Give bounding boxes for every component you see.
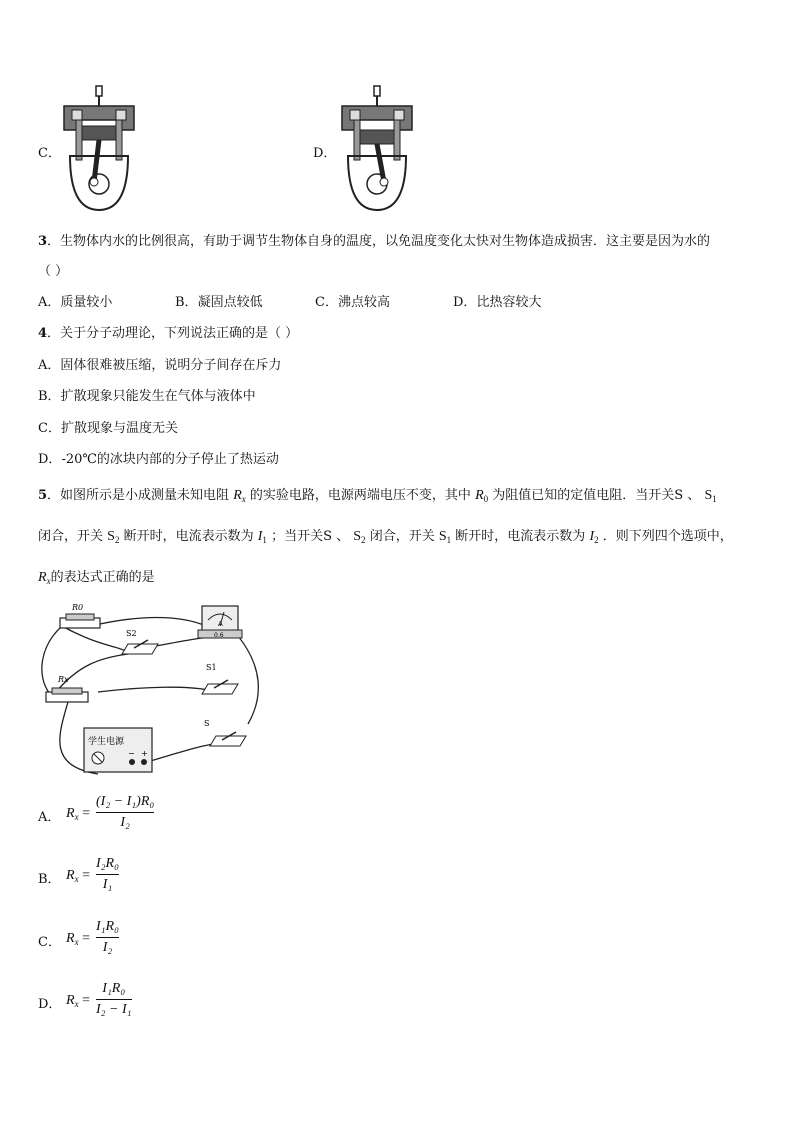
q5-option-c-fraction: [96, 919, 119, 956]
q4-number: 4: [38, 326, 48, 341]
option-text: 固体很难被压缩，说明分子间存在斥力: [60, 358, 282, 373]
q5-option-a-lhs: $R_x$ =: [66, 806, 90, 822]
symbol-i1: $I_1$: [257, 529, 267, 545]
label-minus: −: [128, 749, 135, 758]
option-text: 沸点较高: [337, 295, 390, 310]
denominator: I₁: [102, 877, 113, 892]
denominator: I₂: [120, 815, 130, 830]
symbol-s1: $S_1$: [438, 529, 452, 545]
q3-option-d[interactable]: [453, 291, 541, 310]
q5-text: 断开时，电流表示数为: [123, 529, 254, 544]
q3-option-b[interactable]: [175, 291, 263, 310]
symbol-i2: $I_2$: [589, 529, 599, 545]
q5-option-c-lhs: $R_x$ =: [66, 931, 90, 947]
symbol-rx: $R_x$: [38, 570, 51, 586]
numerator: I₁R₀: [102, 981, 126, 996]
label-r0: R0: [72, 603, 84, 612]
option-label: C．: [315, 295, 338, 310]
q2-option-c-label: C．: [38, 146, 61, 161]
engine-diagram-c: [60, 86, 138, 214]
q4-option-a[interactable]: [38, 354, 281, 373]
option-text: 扩散现象只能发生在气体与液体中: [60, 389, 256, 404]
engine-diagram-d: [338, 86, 416, 214]
q5-text: ．则下列四个选项中，: [602, 529, 733, 544]
q4-option-b[interactable]: [38, 385, 256, 404]
option-label: C．: [38, 935, 61, 950]
q5-stem-line1: [38, 484, 717, 504]
numerator: I₁R₀: [96, 919, 119, 934]
option-label: C．: [38, 421, 61, 436]
symbol-s2: $S_2$: [107, 529, 120, 545]
label-s1: S1: [206, 663, 217, 672]
q4-option-d[interactable]: [38, 448, 279, 467]
switch-s2: [122, 629, 158, 654]
option-label: B．: [38, 389, 61, 404]
q5-text: 的表达式正确的是: [50, 570, 155, 585]
label-s: S: [204, 719, 210, 728]
q4-stem-text: ．关于分子动理论，下列说法正确的是（ ）: [47, 326, 299, 341]
q5-option-a-fraction: [96, 794, 154, 831]
symbol-s2: $S_2$: [353, 529, 366, 545]
q5-text: 的实验电路，电源两端电压不变，其中: [249, 488, 471, 503]
q5-option-b-lhs: $R_x$ =: [66, 868, 90, 884]
q5-text: ；当开关S 、: [271, 529, 350, 544]
denominator: I₂: [102, 940, 113, 955]
symbol-rx: $R_x$: [233, 488, 246, 504]
option-text: -20℃的冰块内部的分子停止了热运动: [61, 452, 279, 467]
q3-stem-line2: （ ）: [38, 264, 69, 279]
q5-text: 闭合，开关: [369, 529, 435, 544]
option-text: 扩散现象与温度无关: [60, 421, 178, 436]
option-label: A．: [38, 295, 61, 310]
numerator: I₂R₀: [96, 856, 119, 871]
option-text: 凝固点较低: [197, 295, 263, 310]
label-power-supply: 学生电源: [88, 737, 125, 747]
resistor-r0: [60, 603, 100, 628]
q5-text: 闭合，开关: [38, 529, 104, 544]
q3-number: 3: [38, 234, 48, 249]
q5-number: 5: [38, 488, 48, 503]
q2-option-d-label: D．: [313, 146, 337, 161]
label-ammeter-scale: 0.6: [214, 632, 224, 639]
label-rx: Rx: [58, 675, 69, 684]
q5-circuit-figure: [38, 596, 258, 786]
q5-text: 为阻值已知的定值电阻．当开关S 、: [492, 488, 701, 503]
q3-stem-text: ．生物体内水的比例很高，有助于调节生物体自身的温度，以免温度变化太快对生物体造成损害．这主要是因为水的: [47, 234, 711, 249]
denominator: I₂ − I₁: [96, 1002, 132, 1017]
option-text: 比热容较大: [476, 295, 542, 310]
q5-text: 断开时，电流表示数为: [455, 529, 586, 544]
power-supply: [84, 728, 152, 772]
option-label: A．: [38, 810, 61, 825]
ammeter: [198, 606, 242, 639]
q5-stem-line2: [38, 525, 733, 545]
q5-option-b-fraction: [96, 856, 119, 893]
q3-option-c[interactable]: [315, 291, 390, 310]
symbol-s1: $S_1$: [704, 488, 717, 504]
option-label: B．: [38, 872, 61, 887]
symbol-r0: $R_0$: [475, 488, 489, 504]
q3-option-a[interactable]: [38, 291, 112, 310]
q3-stem-line1: [38, 230, 710, 249]
option-label: B．: [175, 295, 198, 310]
q5-option-d-fraction: [96, 981, 132, 1018]
option-text: 质量较小: [60, 295, 113, 310]
label-plus: +: [141, 749, 148, 758]
option-label: D．: [38, 997, 62, 1012]
option-label: D．: [38, 452, 62, 467]
switch-s: [204, 719, 246, 746]
q5-text: ．如图所示是小成测量未知电阻: [47, 488, 230, 503]
switch-s1: [202, 663, 238, 694]
label-s2: S2: [126, 629, 137, 638]
q5-option-d-lhs: $R_x$ =: [66, 993, 90, 1009]
q5-stem-line3: [38, 566, 155, 586]
q4-option-c[interactable]: [38, 417, 178, 436]
resistor-rx: [46, 675, 88, 702]
q4-stem: [38, 322, 298, 341]
numerator: (I₂ − I₁)R₀: [96, 794, 155, 809]
option-label: D．: [453, 295, 477, 310]
label-ammeter: A: [218, 620, 223, 628]
option-label: A．: [38, 358, 61, 373]
